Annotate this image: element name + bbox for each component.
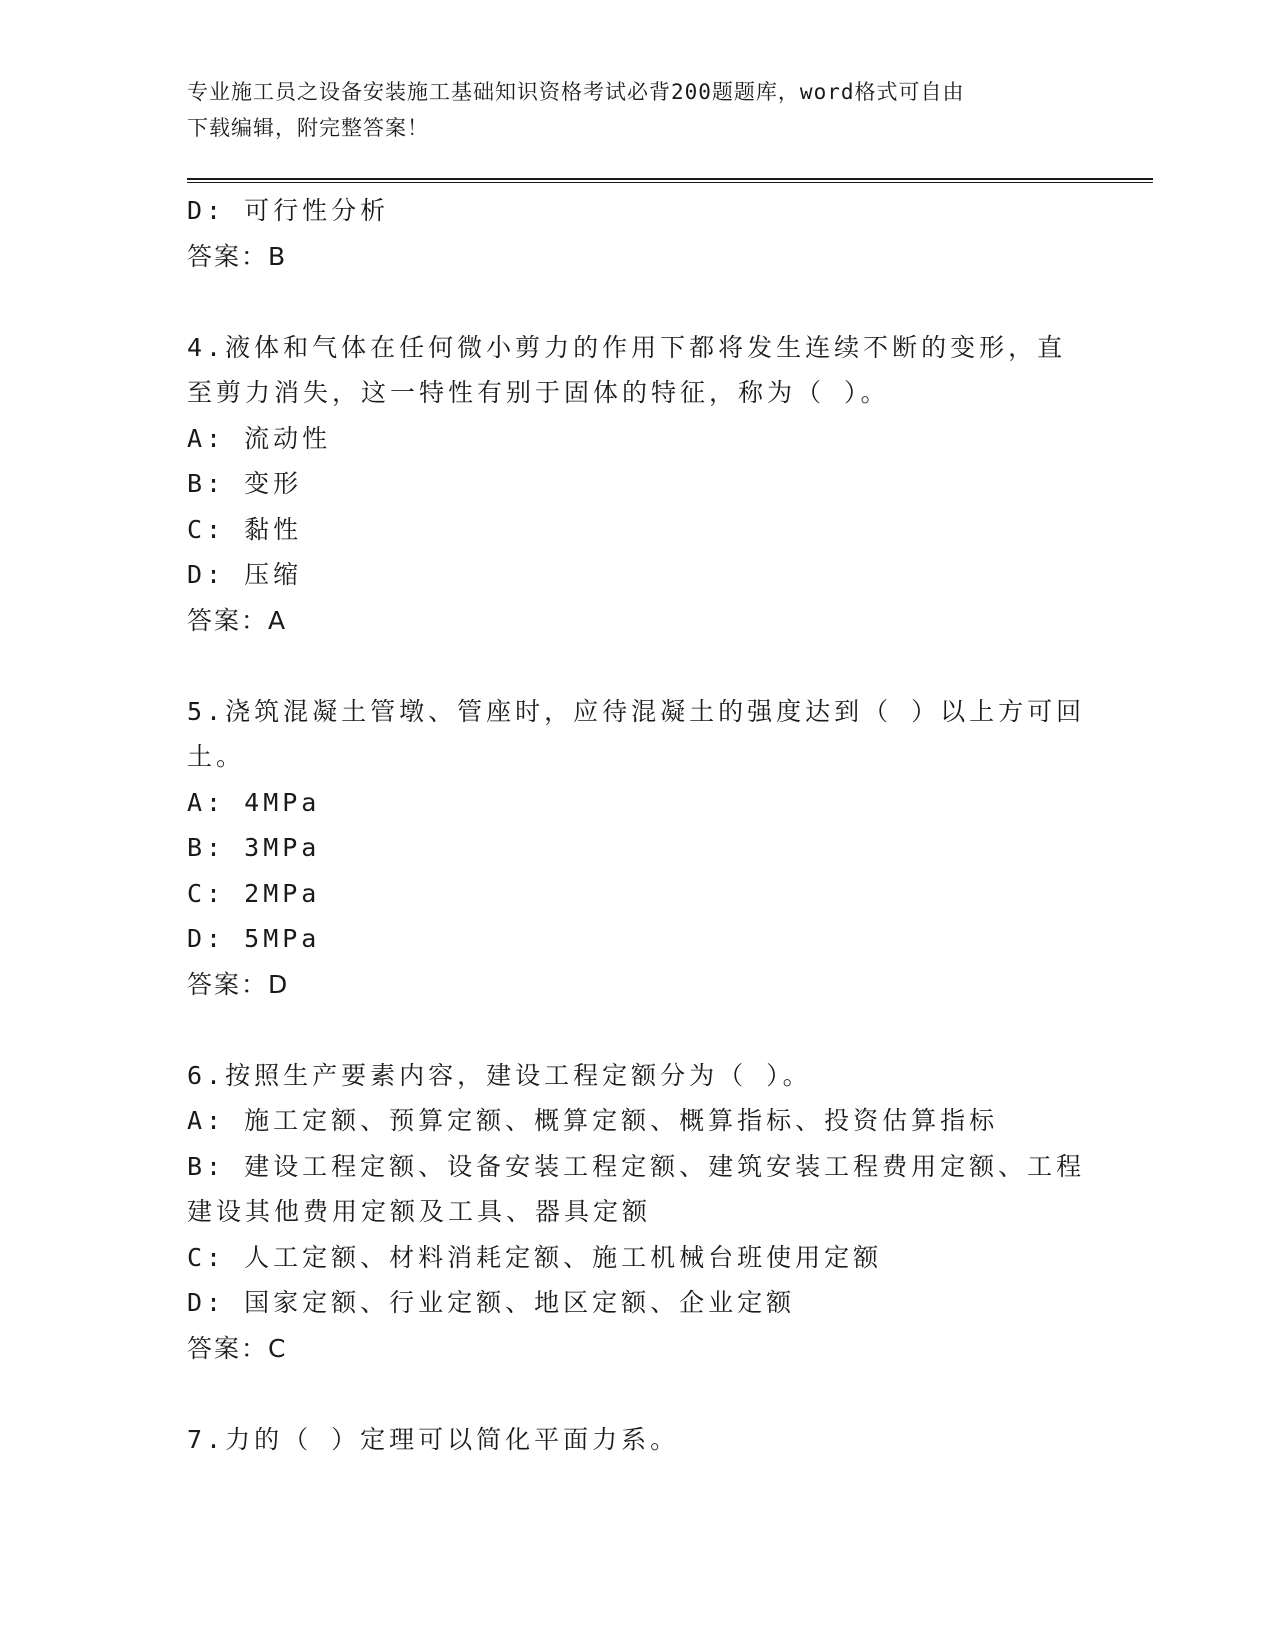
option-a: A: 施工定额、预算定额、概算定额、概算指标、投资估算指标 — [187, 1106, 999, 1135]
option-d: D: 国家定额、行业定额、地区定额、企业定额 — [187, 1288, 796, 1317]
question-6 — [187, 1053, 1087, 1372]
option-c: C: 黏性 — [187, 514, 303, 544]
option-c: C: 2MPa — [187, 878, 321, 908]
question-stem: 土。 — [187, 742, 246, 771]
option-b-continued: 建设其他费用定额及工具、器具定额 — [187, 1197, 652, 1226]
answer-line: 答案：D — [187, 969, 290, 999]
question-stem: 6.按照生产要素内容，建设工程定额分为（ ）。 — [187, 1060, 812, 1090]
question-list — [187, 188, 1087, 1462]
header-divider — [187, 178, 1153, 183]
spacer — [187, 279, 1087, 325]
option-b: B: 变形 — [187, 469, 303, 498]
question-stem: 7.力的（ ）定理可以简化平面力系。 — [187, 1424, 680, 1454]
answer-line: 答案：A — [187, 605, 288, 635]
document-header — [187, 74, 1067, 146]
option-c: C: 人工定额、材料消耗定额、施工机械台班使用定额 — [187, 1242, 883, 1272]
spacer — [187, 643, 1087, 689]
spacer — [187, 1007, 1087, 1053]
question-7 — [187, 1417, 1087, 1463]
header-title-line-1: 专业施工员之设备安装施工基础知识资格考试必背200题题库，word格式可自由 — [187, 80, 965, 104]
option-b: B: 3MPa — [187, 833, 321, 862]
question-5 — [187, 689, 1087, 1008]
option-d: D: 可行性分析 — [187, 196, 390, 225]
spacer — [187, 1371, 1087, 1417]
question-stem: 4.液体和气体在任何微小剪力的作用下都将发生连续不断的变形，直 — [187, 332, 1067, 362]
question-stem: 至剪力消失，这一特性有别于固体的特征，称为（ ）。 — [187, 378, 890, 407]
question-stem: 5.浇筑混凝土管墩、管座时，应待混凝土的强度达到（ ）以上方可回 — [187, 696, 1086, 726]
option-b: B: 建设工程定额、设备安装工程定额、建筑安装工程费用定额、工程 — [187, 1151, 1086, 1181]
option-a: A: 流动性 — [187, 423, 332, 453]
option-a: A: 4MPa — [187, 787, 321, 817]
question-3-tail — [187, 188, 1087, 279]
answer-line: 答案：B — [187, 241, 288, 271]
header-title-line-2: 下载编辑，附完整答案！ — [187, 116, 429, 140]
option-d: D: 5MPa — [187, 924, 321, 953]
option-d: D: 压缩 — [187, 560, 303, 589]
question-4 — [187, 325, 1087, 644]
answer-line: 答案：C — [187, 1333, 288, 1363]
